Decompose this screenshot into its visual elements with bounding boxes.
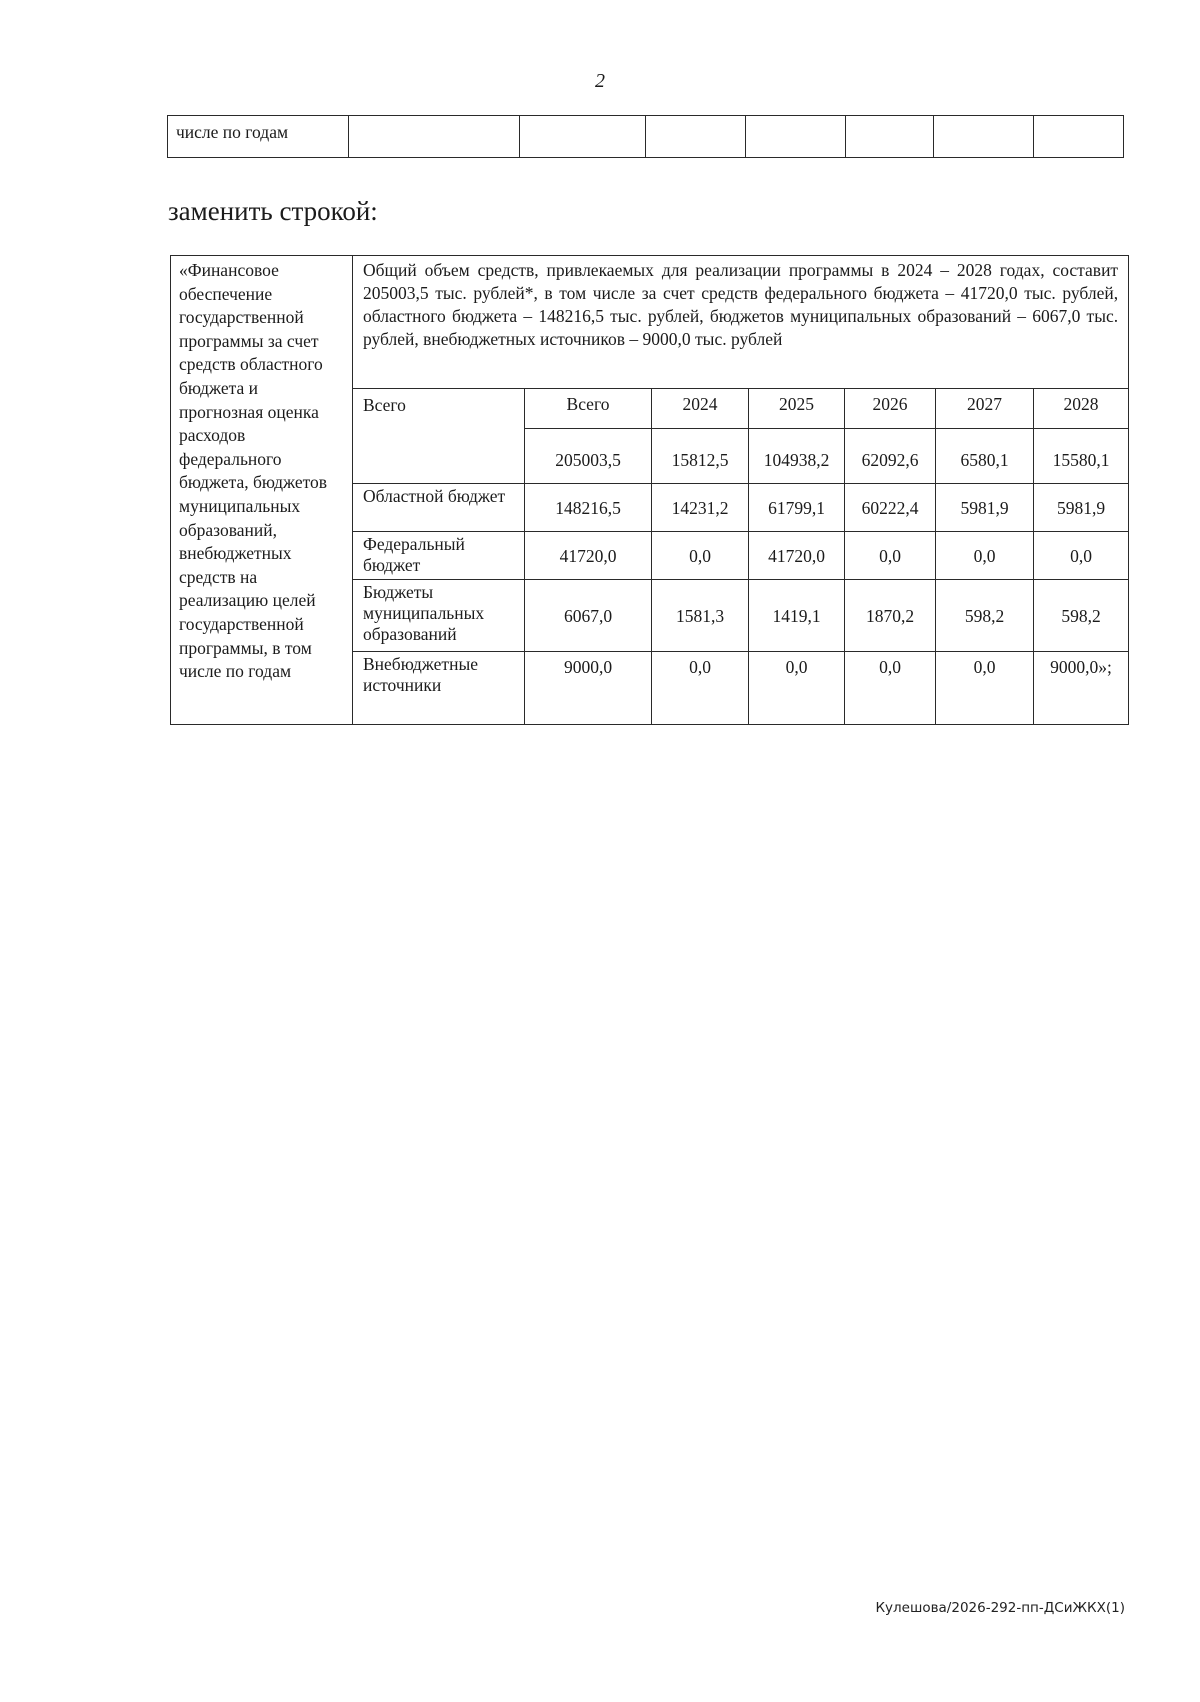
table-cell-value: 15580,1 <box>1034 429 1129 484</box>
header-total: Всего <box>525 389 652 429</box>
header-source: Всего <box>353 389 525 484</box>
header-year: 2026 <box>845 389 936 429</box>
page-number: 2 <box>595 70 605 92</box>
table-cell-empty <box>646 116 746 158</box>
header-year: 2025 <box>749 389 845 429</box>
table-cell-label: числе по годам <box>168 116 349 158</box>
document-code: Кулешова/2026-292-пп-ДСиЖКХ(1) <box>875 1600 1125 1616</box>
table-cell-value: 61799,1 <box>749 484 845 532</box>
table-cell-total: 205003,5 <box>525 429 652 484</box>
header-year: 2028 <box>1034 389 1129 429</box>
table-cell-value: 15812,5 <box>652 429 749 484</box>
table-cell-source: Федеральный бюджет <box>353 532 525 580</box>
replace-heading: заменить строкой: <box>168 196 378 226</box>
table-cell-value: 41720,0 <box>749 532 845 580</box>
finance-table <box>170 255 1129 725</box>
table-cell-value: 0,0 <box>845 652 936 725</box>
header-year: 2024 <box>652 389 749 429</box>
table-cell-total: 9000,0 <box>525 652 652 725</box>
table-cell-empty <box>746 116 846 158</box>
table-cell-empty <box>1034 116 1124 158</box>
table-cell-value: 14231,2 <box>652 484 749 532</box>
table-cell-total: 41720,0 <box>525 532 652 580</box>
table-cell-value: 0,0 <box>749 652 845 725</box>
finance-summary: Общий объем средств, привлекаемых для реализации программы в 2024 – 2028 годах, составит 205003,5 тыс. рублей*, в том числе за счет средств федерального бюджета – 41720,0 тыс. рублей, областного бюджета – 148216,5 тыс. рублей, бюджетов муниципальных образований – 6067,0 тыс. рублей, внебюджетных источников – 9000,0 тыс. рублей <box>353 256 1129 389</box>
finance-row-label: «Финансовое обеспечение государственной программы за счет средств областного бюджета и прогнозная оценка расходов федерального бюджета, бюджетов муниципальных образований, внебюджетных средств на реализацию целей государственной программы, в том числе по годам <box>171 256 353 725</box>
table-cell-value: 0,0 <box>845 532 936 580</box>
table-row <box>168 116 1124 158</box>
table-cell-total: 148216,5 <box>525 484 652 532</box>
table-cell-source: Бюджеты муниципальных образований <box>353 580 525 652</box>
table-cell-source: Областной бюджет <box>353 484 525 532</box>
table-cell-value: 0,0 <box>652 532 749 580</box>
table-cell-value: 0,0 <box>936 652 1034 725</box>
table-cell-value: 6580,1 <box>936 429 1034 484</box>
table-cell-empty <box>519 116 646 158</box>
table-cell-value: 5981,9 <box>1034 484 1129 532</box>
table-cell-value: 1870,2 <box>845 580 936 652</box>
summary-row <box>171 256 1129 389</box>
table-cell-empty <box>934 116 1034 158</box>
table-cell-value: 0,0 <box>1034 532 1129 580</box>
table-cell-value: 9000,0»; <box>1034 652 1129 725</box>
previous-row-fragment-table <box>167 115 1124 158</box>
table-cell-empty <box>846 116 934 158</box>
table-cell-value: 60222,4 <box>845 484 936 532</box>
table-cell-total: 6067,0 <box>525 580 652 652</box>
table-cell-value: 0,0 <box>936 532 1034 580</box>
table-cell-value: 1581,3 <box>652 580 749 652</box>
table-cell-value: 5981,9 <box>936 484 1034 532</box>
table-cell-value: 1419,1 <box>749 580 845 652</box>
table-cell-value: 598,2 <box>1034 580 1129 652</box>
table-cell-value: 0,0 <box>652 652 749 725</box>
table-cell-value: 104938,2 <box>749 429 845 484</box>
table-cell-value: 598,2 <box>936 580 1034 652</box>
header-year: 2027 <box>936 389 1034 429</box>
table-cell-empty <box>348 116 519 158</box>
table-cell-value: 62092,6 <box>845 429 936 484</box>
table-cell-source: Внебюджетные источники <box>353 652 525 725</box>
